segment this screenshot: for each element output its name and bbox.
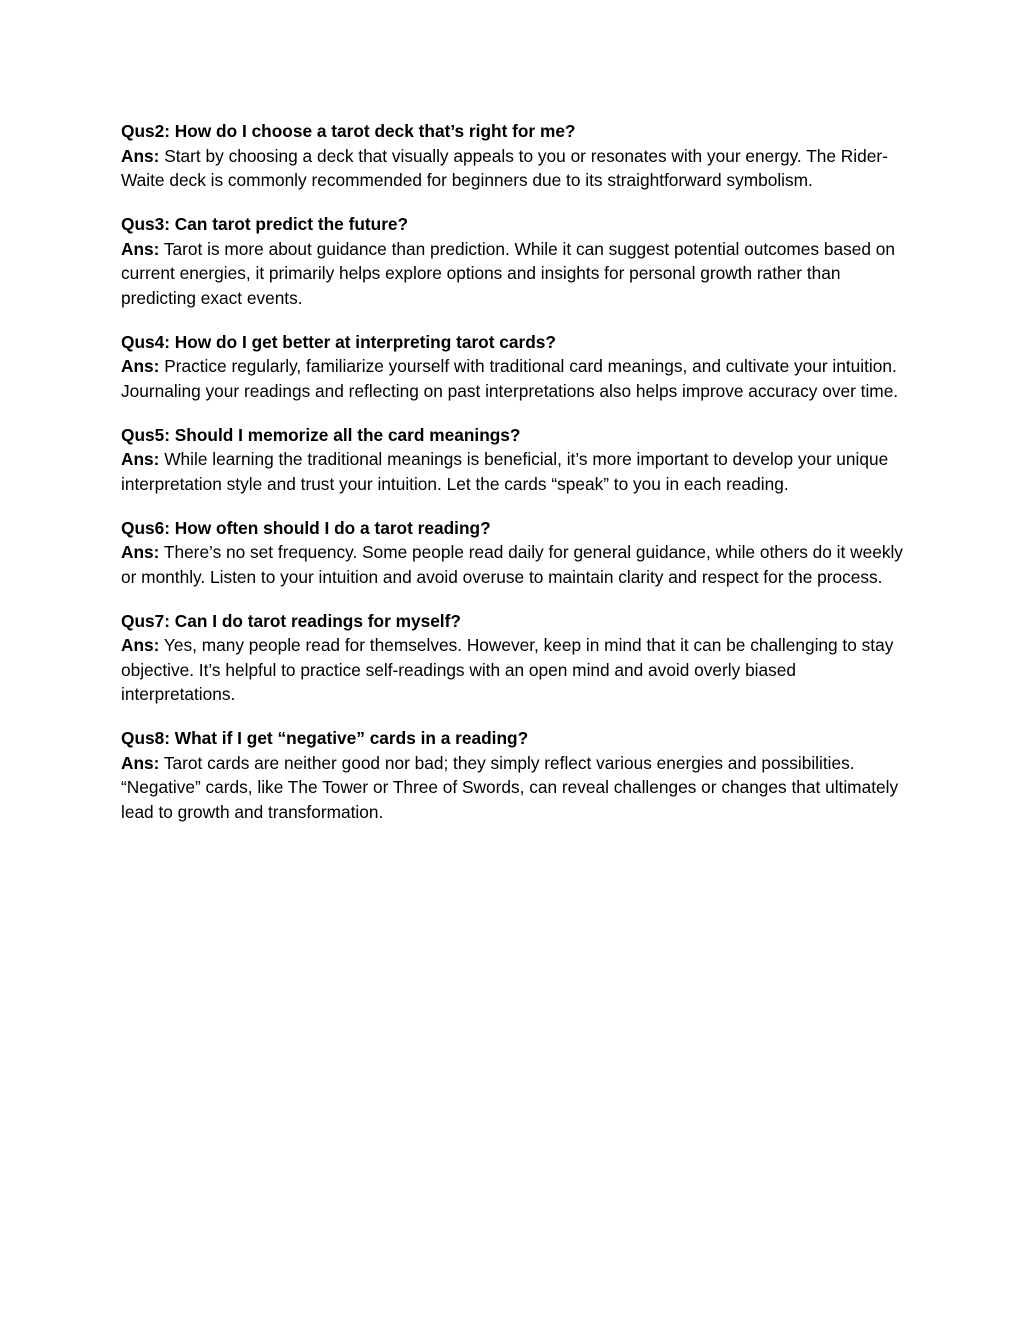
faq-question: Qus5: Should I memorize all the card meanings? [121, 424, 521, 445]
document-page [121, 119, 911, 844]
faq-item [121, 212, 911, 310]
faq-question: Qus2: How do I choose a tarot deck that’s right for me? [121, 121, 576, 141]
faq-question: Qus4: How do I get better at interpreting tarot cards? [121, 331, 556, 352]
faq-answer [121, 751, 911, 825]
answer-text: Tarot cards are neither good nor bad; they simply reflect various energies and possibilities. “Negative” cards, like The Tower or Three of Swords, can reveal challenges or changes that ultimately lead to growth and transformation. [121, 752, 899, 822]
answer-label: Ans: [121, 238, 160, 259]
faq-answer [121, 144, 911, 193]
faq-item [121, 609, 911, 707]
faq-question: Qus3: Can tarot predict the future? [121, 214, 409, 234]
faq-question: Qus8: What if I get “negative” cards in a reading? [121, 728, 529, 748]
answer-label: Ans: [121, 635, 160, 655]
answer-label: Ans: [121, 145, 160, 166]
faq-item [121, 726, 911, 824]
answer-label: Ans: [121, 449, 160, 469]
faq-answer [121, 447, 911, 496]
answer-label: Ans: [121, 542, 160, 562]
faq-item [121, 423, 911, 497]
answer-text: There’s no set frequency. Some people read daily for general guidance, while others do it weekly or monthly. Listen to your intuition and avoid overuse to maintain clarity and respect for the process. [121, 542, 903, 587]
faq-item [121, 119, 911, 193]
answer-label: Ans: [121, 752, 160, 773]
answer-text: Tarot is more about guidance than prediction. While it can suggest potential outcomes based on current energies, it primarily helps explore options and insights for personal growth rather than predicting exact events. [121, 238, 895, 308]
answer-text: Start by choosing a deck that visually appeals to you or resonates with your energy. The Rider-Waite deck is commonly recommended for beginners due to its straightforward symbolism. [121, 145, 888, 190]
faq-question: Qus6: How often should I do a tarot reading? [121, 517, 491, 538]
faq-answer [121, 633, 911, 707]
faq-item [121, 516, 911, 590]
faq-answer [121, 354, 911, 403]
faq-answer [121, 237, 911, 311]
faq-question: Qus7: Can I do tarot readings for myself? [121, 610, 461, 631]
answer-label: Ans: [121, 356, 160, 376]
answer-text: Practice regularly, familiarize yourself with traditional card meanings, and cultivate your intuition. Journaling your readings and reflecting on past interpretations also helps improve accuracy over time. [121, 356, 899, 401]
answer-text: While learning the traditional meanings is beneficial, it’s more important to develop your unique interpretation style and trust your intuition. Let the cards “speak” to you in each reading. [121, 449, 889, 494]
faq-item [121, 330, 911, 404]
answer-text: Yes, many people read for themselves. However, keep in mind that it can be challenging to stay objective. It’s helpful to practice self-readings with an open mind and avoid overly biased interpretations. [121, 635, 894, 704]
faq-answer [121, 540, 911, 589]
